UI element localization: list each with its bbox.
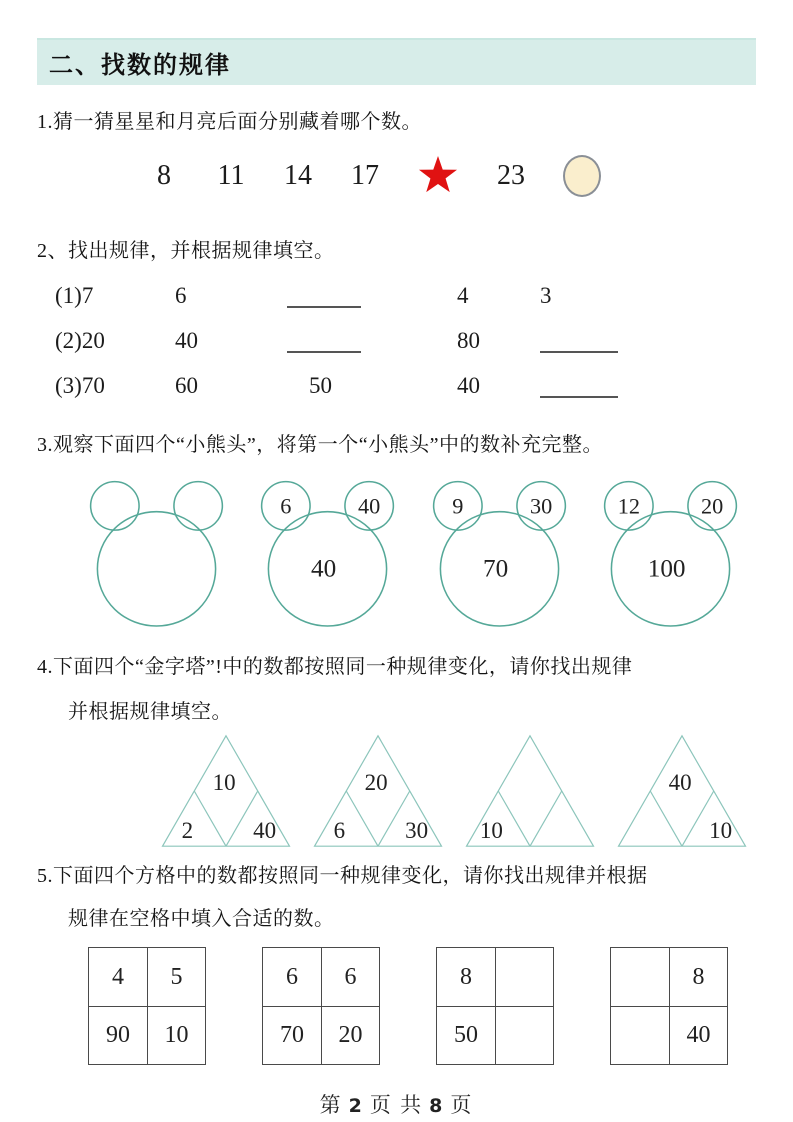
footer-text: 第 <box>319 1093 343 1117</box>
grid-cell-bottom-left <box>611 1006 669 1064</box>
row-value: 50 <box>309 372 332 398</box>
grid-figure-3 <box>436 947 554 1065</box>
moon-icon <box>563 155 601 197</box>
blank-cell <box>515 323 675 359</box>
grid-cell-bottom-left: 50 <box>437 1006 495 1064</box>
bear-head-figure-4 <box>593 467 748 639</box>
sequence-number: 8 <box>157 160 171 191</box>
grid-cell-bottom-right: 10 <box>147 1006 205 1064</box>
answer-blank <box>287 278 361 308</box>
grid-cell-bottom-right: 40 <box>669 1006 727 1064</box>
sequence-number: 11 <box>217 160 245 191</box>
blank-cell <box>515 368 675 404</box>
page-number: 2 <box>348 1095 364 1117</box>
bear-head-figure-3 <box>422 467 577 639</box>
question-2-text: 2、找出规律，并根据规律填空。 <box>37 240 335 262</box>
pyramid-right-value: 40 <box>253 817 277 843</box>
grid-cell-top-right <box>495 948 553 1006</box>
bear-head-value: 40 <box>311 555 337 583</box>
grid-cell-top-left: 6 <box>286 963 298 990</box>
pyramid-top-value: 10 <box>212 770 236 796</box>
pyramid-top-value: 40 <box>668 770 692 796</box>
grid-cell-top-left: 8 <box>460 963 472 990</box>
total-pages: 8 <box>429 1095 445 1117</box>
grid-cell-top-right: 6 <box>321 948 379 1006</box>
pattern-row-1 <box>55 273 756 318</box>
grid-cell-bottom-left: 90 <box>89 1006 147 1064</box>
sequence-number: 17 <box>351 160 379 191</box>
page-footer <box>37 1089 756 1119</box>
pyramid-figure-4 <box>613 732 751 854</box>
grid-figure-1 <box>88 947 206 1065</box>
bear-head-figures <box>37 467 756 639</box>
pyramid-top-value: 20 <box>364 770 388 796</box>
number-sequence <box>149 150 756 202</box>
bear-head-figure-2 <box>250 467 405 639</box>
pattern-row-3 <box>55 363 756 408</box>
sequence-number: 23 <box>497 160 525 191</box>
grid-cell-top-left: 4 <box>112 963 124 990</box>
blank-cell <box>287 323 429 359</box>
row-value: 4 <box>457 282 469 308</box>
row-value: 60 <box>175 372 198 398</box>
sequence-number: 14 <box>284 160 312 191</box>
pyramid-figures <box>157 732 756 854</box>
answer-blank <box>540 368 618 398</box>
row-value: 3 <box>540 282 552 308</box>
row-value: 40 <box>457 372 480 398</box>
pattern-row-2 <box>55 318 756 363</box>
grid-cell-bottom-right <box>495 1006 553 1064</box>
answer-blank <box>287 323 361 353</box>
question-3-text: 3.观察下面四个“小熊头”，将第一个“小熊头”中的数补充完整。 <box>37 434 604 456</box>
bear-right-ear-value: 30 <box>529 493 552 519</box>
question-1-text: 1.猜一猜星星和月亮后面分别藏着哪个数。 <box>37 111 422 133</box>
bear-head-value: 70 <box>482 555 508 583</box>
row-value: 40 <box>175 327 198 353</box>
grid-figure-2 <box>262 947 380 1065</box>
row-label-value: (1)7 <box>55 282 94 308</box>
bear-left-ear-value: 9 <box>451 493 464 519</box>
question-5-text-line1: 5.下面四个方格中的数都按照同一种规律变化，请你找出规律并根据 <box>37 865 648 887</box>
bear-right-ear-value: 20 <box>701 493 724 519</box>
row-value: 6 <box>175 282 187 308</box>
row-label-value: (3)70 <box>55 372 105 398</box>
pyramid-figure-1 <box>157 732 295 854</box>
pyramid-right-value: 30 <box>405 817 429 843</box>
question-4-text-line2: 并根据规律填空。 <box>68 701 232 723</box>
answer-blank <box>540 323 618 353</box>
question-5-text-line2: 规律在空格中填入合适的数。 <box>68 908 335 930</box>
pyramid-right-value: 10 <box>709 817 733 843</box>
grid-figures <box>88 947 756 1067</box>
grid-cell-bottom-left: 70 <box>263 1006 321 1064</box>
blank-cell <box>287 278 429 314</box>
grid-figure-4 <box>610 947 728 1065</box>
section-title: 二、找数的规律 <box>49 53 231 79</box>
grid-cell-top-right: 8 <box>669 948 727 1006</box>
row-label-value: (2)20 <box>55 327 105 353</box>
bear-right-ear-value: 40 <box>358 493 381 519</box>
pyramid-left-value: 2 <box>181 817 194 843</box>
bear-left-ear-value: 12 <box>617 493 640 519</box>
bear-left-ear-value: 6 <box>280 493 292 519</box>
footer-text: 页 <box>450 1093 474 1117</box>
row-value: 80 <box>457 327 480 353</box>
question-4-text-line1: 4.下面四个“金字塔”!中的数都按照同一种规律变化，请你找出规律 <box>37 656 633 678</box>
pyramid-figure-2 <box>309 732 447 854</box>
pyramid-figure-3 <box>461 732 599 854</box>
pyramid-left-value: 6 <box>333 817 346 843</box>
red-star-icon <box>417 155 459 197</box>
section-header <box>37 38 756 85</box>
bear-head-figure-1 <box>79 467 234 639</box>
bear-head-value: 100 <box>647 555 686 583</box>
grid-cell-top-left <box>611 948 669 1006</box>
grid-cell-top-right: 5 <box>147 948 205 1006</box>
question-2-rows <box>55 273 756 408</box>
pyramid-left-value: 10 <box>479 817 503 843</box>
grid-cell-bottom-right: 20 <box>321 1006 379 1064</box>
footer-text: 页 共 <box>369 1093 424 1117</box>
